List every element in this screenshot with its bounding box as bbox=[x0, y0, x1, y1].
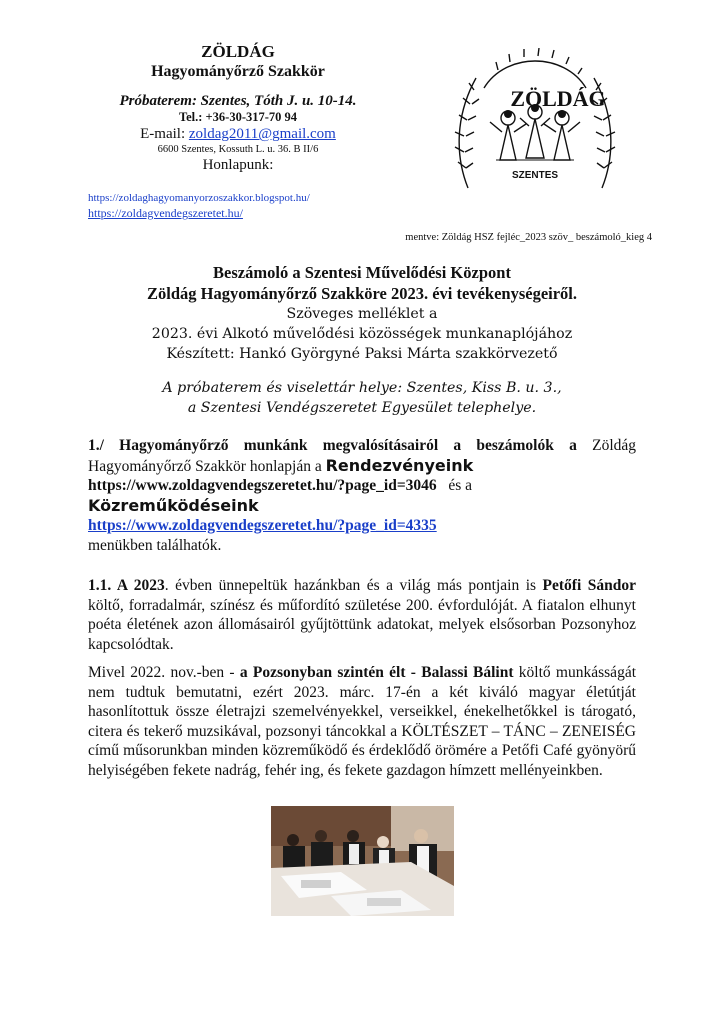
phone: Tel.: +36-30-317-70 94 bbox=[178, 110, 298, 124]
report-title bbox=[88, 262, 636, 418]
balassi-bold: a Pozsonyban szintén élt - Balassi Bálint bbox=[239, 664, 514, 681]
saved-note: mentve: Zöldág HSZ fejléc_2023 szöv_ beszámoló_kieg 4 bbox=[405, 232, 652, 243]
title-line-1: Beszámoló a Szentesi Művelődési Központ bbox=[213, 263, 511, 282]
balassi-text-b: költő munkásságát nem tudtuk bemutatni, ezért 2023. márc. 17-én a két kiváló magyar életútját hasonlítottuk össze életrajzi szemelvényekkel, verseikkel, énekelhetőkkel is tárogató, citera és tekerő muzsikával, pozsonyi táncokkal a KÖLTÉSZET – TÁNC – ZENEISÉG című műsorunkban minden közreműködő és érdeklődő örömére a Petőfi Café gyönyörű helyiségében fekete nadrág, fehér ing, és fekete gazdagon hímzett mellényeinkben. bbox=[88, 664, 636, 779]
events-url: https://www.zoldagvendegszeretet.hu/?page_id=3046 bbox=[88, 477, 437, 494]
logo-title: ZÖLDÁG bbox=[510, 86, 606, 111]
org-subtitle: Hagyományőrző Szakkör bbox=[151, 63, 325, 80]
petofi-text-a: . évben ünnepeltük hazánkban és a világ más pontjain is bbox=[164, 577, 543, 594]
reports-text: Zöldág Hagyományőrző Szakkör honlapján a bbox=[88, 437, 637, 475]
contrib-label: Közreműködéseink bbox=[88, 495, 259, 515]
year-lead: 1.1. A 2023 bbox=[88, 577, 165, 594]
reports-lead: 1./ Hagyományőrző munkánk megvalósításairól a beszámolók a bbox=[88, 437, 577, 454]
rehearsal-address: Próbaterem: Szentes, Tóth J. u. 10-14. bbox=[119, 93, 357, 109]
homepage-links bbox=[88, 190, 310, 221]
email-line bbox=[88, 125, 388, 143]
homepage-label: Honlapunk: bbox=[202, 157, 274, 173]
title-line-3: Szöveges melléklet a bbox=[286, 306, 438, 322]
venue-line-2: a Szentesi Vendégszeretet Egyesület telephelye. bbox=[187, 400, 537, 416]
balassi-text-a: Mivel 2022. nov.-ben - bbox=[88, 664, 240, 681]
title-line-4: 2023. évi Alkotó művelődési közösségek munkanaplójához bbox=[151, 326, 573, 342]
logo-place: SZENTES bbox=[511, 170, 559, 181]
paragraph-reports bbox=[88, 436, 636, 555]
paragraph-balassi bbox=[88, 663, 636, 780]
petofi-text-b: költő, forradalmár, színész és műfordító születése 200. évfordulóját. A fiatalon elhunyt poéta életének azon állomásairól gyűjtöttünk adatokat, melyek elsősorban Pozsonyhoz kapcsolódtak. bbox=[88, 596, 636, 653]
org-name: ZÖLDÁG bbox=[201, 42, 275, 61]
title-line-5: Készített: Hankó Györgyné Paksi Márta szakkörvezető bbox=[166, 346, 558, 362]
title-line-2: Zöldág Hagyományőrző Szakköre 2023. évi tevékenységeiről. bbox=[146, 284, 578, 303]
paragraph-petofi bbox=[88, 576, 636, 654]
blog-link[interactable]: https://zoldaghagyomanyorzoszakkor.blogspot.hu/ bbox=[88, 192, 310, 204]
postal-address: 6600 Szentes, Kossuth L. u. 36. B II/6 bbox=[157, 144, 319, 155]
event-photo bbox=[271, 806, 454, 916]
zoldag-logo bbox=[446, 48, 624, 198]
email-label: E-mail: bbox=[140, 126, 186, 142]
reports-tail: menükben találhatók. bbox=[88, 536, 222, 554]
site-link[interactable]: https://zoldagvendegszeretet.hu/ bbox=[88, 206, 243, 220]
venue-line-1: A próbaterem és viselettár helye: Szentes, Kiss B. u. 3., bbox=[162, 380, 562, 396]
and-text: és a bbox=[436, 477, 472, 494]
email-link[interactable]: zoldag2011@gmail.com bbox=[188, 126, 336, 142]
contrib-link[interactable]: https://www.zoldagvendegszeretet.hu/?page_id=4335 bbox=[88, 517, 437, 534]
petofi-name: Petőfi Sándor bbox=[542, 577, 637, 594]
events-label: Rendezvényeink bbox=[325, 455, 474, 475]
letterhead bbox=[88, 42, 388, 174]
